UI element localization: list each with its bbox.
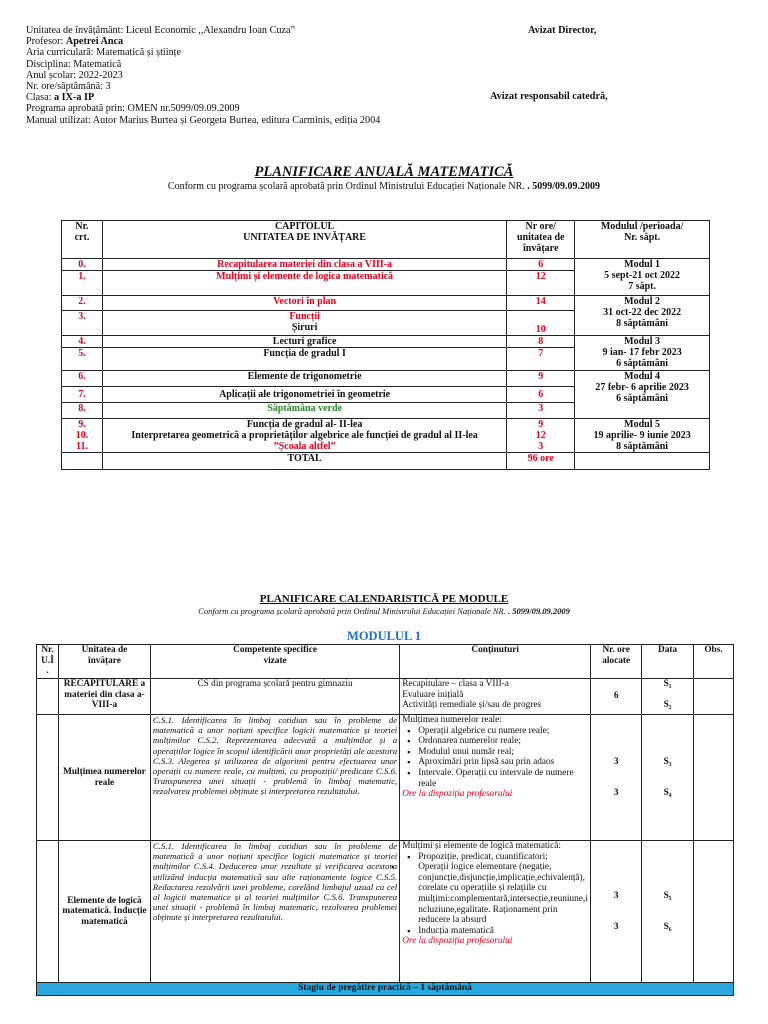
col-ore: Nr ore/ unitatea de învățare [507,221,575,259]
calendar-table [36,644,734,996]
annual-title: PLANIFICARE ANUALĂ MATEMATICĂ [254,164,514,180]
aria-line: Aria curriculară: Matematică și științe [26,47,182,59]
clasa-line: Clasa: a IX-a IP [26,92,95,104]
table-row: 5. Funcția de gradul I 7 [62,348,710,371]
header-block [26,25,380,126]
table-row: Mulțimea numerelor reale C.S.1. Identificarea în limbaj cotidian sau în probleme de matematică a unor noțiuni specifice logicii matematice și teoriei mulțimilor C.S.2. Reprezentarea adecvată a mulțimilor și a operațiilor logice în scopul identificării unor proprietăți ale acestora C.S.3. Alegerea și utilizarea de algoritmi pentru efectuarea unor operații cu numere reale, cu mulțimi, cu propoziții/ predicate C.S.6. Transpunerea unei situații - problemă în limbaj matematic, rezolvarea problemei obținute și interpretarea rezultatului. Mulțimea numerelor reale: ▪ Operații algebrice cu numere reale; ▪ Ordonarea numerelor reale; ▪ Modulul unui număr real; ▪ Aproximări prin lipsă sau prin adaos ▪ Intervale. Operații cu intervale de numere reale Ore la dispoziția profesorului 3 3 S₃ S₄ [37,715,734,841]
table-row: 7. Aplicații ale trigonometriei în geometrie 6 [62,387,710,403]
table-row: 3. Funcții Șiruri 10 [62,311,710,336]
module-cell: Modul 5 19 aprilie- 9 iunie 2023 8 săptămâni [575,419,710,453]
teacher-line: Profesor: Apetrei Anca [26,36,124,48]
col-nr: Nr. crt. [62,221,103,259]
table-row: RECAPITULARE a materiei din clasa a-VIII-a CS din programa școlară pentru gimnaziu Recapitulare – clasa a VIII-a Evaluare inițială Activități remediale și/sau de progres 6 S₁ S₂ [37,679,734,715]
table-row: 9. 10. 11. Funcția de gradul al- II-lea Interpretarea geometrică a proprietăților algebrice ale funcției de gradul al II-lea ”Școala altfel” 9 12 3 Modul 5 19 aprilie- 9 iunie 2023 8 săptămâni [62,419,710,453]
avizat-director: Avizat Director, [528,25,597,36]
school-line: Unitatea de învățământ: Liceul Economic ,,Alexandru Ioan Cuza” [26,25,296,36]
calendar-title: PLANIFICARE CALENDARISTICĂ PE MODULE [259,593,509,605]
module-cell: Modul 1 5 sept-21 oct 2022 7 săpt. [575,259,710,296]
disciplina-line: Disciplina: Matematică [26,58,122,70]
content-list: ▪ Propoziție, predicat, cuantificatori; [402,852,588,863]
content-list: ▪ Operații algebrice cu numere reale; ▪ Ordonarea numerelor reale; ▪ Modulul unui număr real; ▪ Aproximări prin lipsă sau prin adaos ▪ Intervale. Operații cu intervale de numere reale [402,726,588,790]
calendar-subtitle: Conform cu programa școlară aprobată prin Ordinul Ministrului Educației Naționale NR. . 5099/09.09.2009 [198,606,570,616]
table-row: 0. Recapitularea materiei din clasa a VIII-a 6 Modul 1 5 sept-21 oct 2022 7 săpt. [62,259,710,271]
ore-line: Nr. ore/săptămână: 3 [26,81,111,93]
avizat-responsabil: Avizat responsabil catedră, [490,91,608,102]
module-title: MODULUL 1 [347,629,421,643]
stage-row: Stagiu de pregătire practică – 1 săptămână [37,983,734,996]
annual-header-row [62,221,710,259]
anul-line: Anul școlar: 2022-2023 [26,69,123,81]
module-cell: Modul 3 9 ian- 17 febr 2023 6 săptămâni [575,336,710,371]
total-row: TOTAL 96 ore [62,453,710,470]
table-row: Elemente de logică matematică. Inducție matematică C.S.1. Identificarea în limbaj cotidian sau în probleme de matematică a unor noțiuni specifice logicii matematice și teoriei mulțimilor C.S.4. Deducerea unor rezultate și verificarea acestora utilizând inducția matematică sau alte raționamente logice C.S.5. Redactarea rezolvării unei probleme, corelând limbajul uzual cu cel al logicii matematice și al teoriei mulțimilor C.S.6. Transpunerea unei situații - problemă în limbaj matematic, rezolvarea problemei obținute și interpretarea rezultatului. Mulțimi și elemente de logică matematică: ▪ Propoziție, predicat, cuantificatori; ▪ Operații logice elementare (negație, conjuncție,disjuncție,implicație,echivalență), corelate cu operațiile și relațiile cu mulțimi:complementară,intersecție,reuniune,i ncluziune,egalitate. Raționament prin reducere la absurd ▪ Inducția matematică Ore la dispoziția profesorului 3 3 S₅ S₆ [37,841,734,983]
table-row: 8. Săptămâna verde 3 [62,403,710,419]
annual-subtitle: Conform cu programa școlară aprobată prin Ordinul Ministrului Educației Naționale NR. . 5099/09.09.2009 [167,181,601,192]
table-row: 1. Mulțimi și elemente de logica matematică 12 [62,271,710,296]
col-capitol: CAPITOLUL UNITATEA DE INVĂȚARE [102,221,506,259]
table-row: 4. Lecturi grafice 8 Modul 3 9 ian- 17 febr 2023 6 săptămâni [62,336,710,348]
manual-line: Manual utilizat: Autor Marius Burtea și Georgeta Burtea, editura Carminis, ediția 2004 [26,114,381,126]
module-cell: Modul 2 31 oct-22 dec 2022 8 săptămâni [575,296,710,336]
module-cell: Modul 4 27 febr- 6 aprilie 2023 6 săptămâni [575,371,710,419]
table-row: 2. Vectori în plan 14 Modul 2 31 oct-22 dec 2022 8 săptămâni [62,296,710,311]
programa-line: Programa aprobată prin: OMEN nr.5099/09.09.2009 [26,103,240,115]
table-row: 6. Elemente de trigonometrie 9 Modul 4 27 febr- 6 aprilie 2023 6 săptămâni [62,371,710,387]
calendar-header-row: Nr. U.Î . Unitatea de învățare Competente specifice vizate Conținuturi Nr. ore alocate Data Obs. [37,645,734,679]
annual-table [61,220,710,470]
col-modul: Modulul /perioada/ Nr. săpt. [575,221,710,259]
